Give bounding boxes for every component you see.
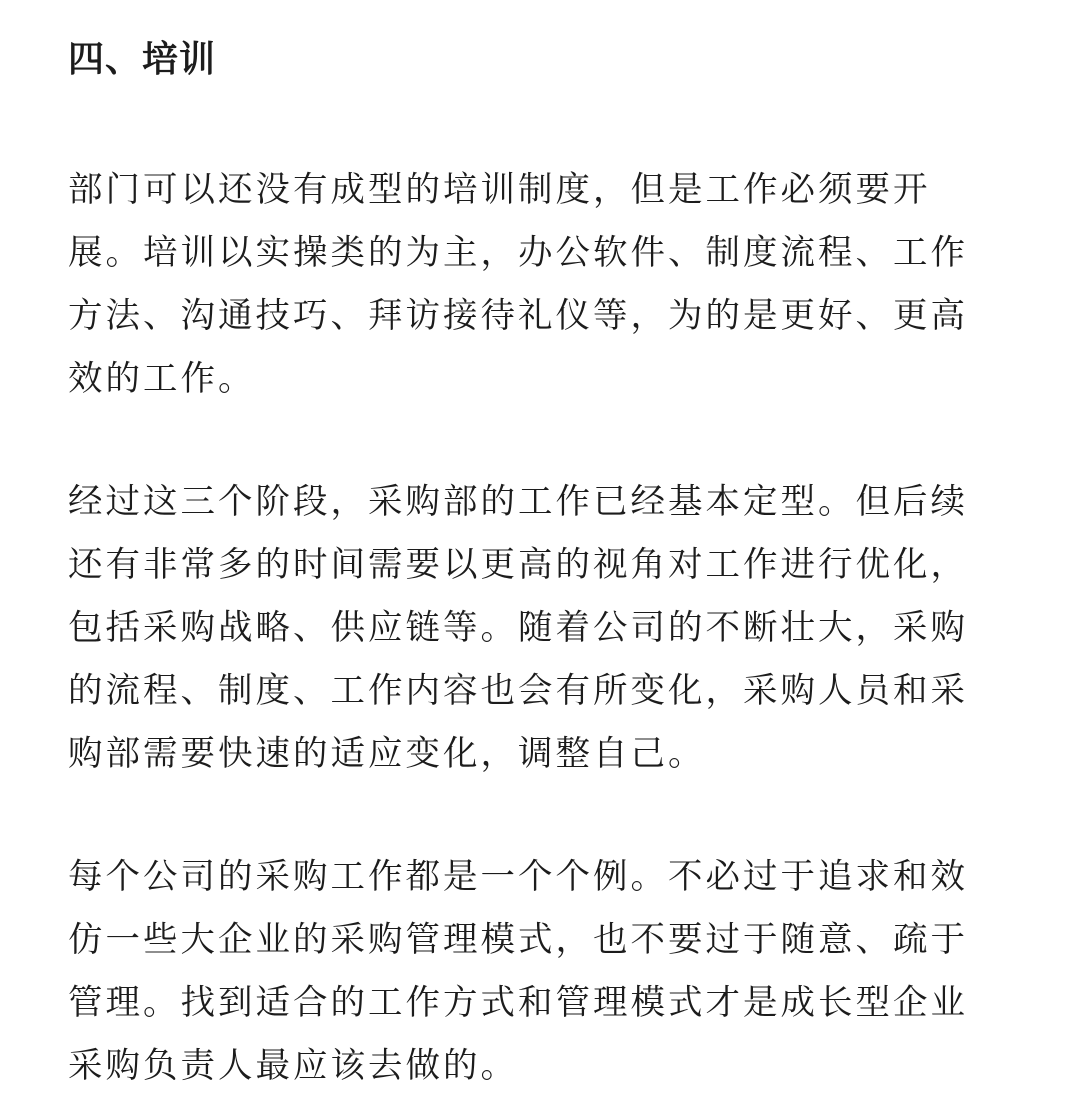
paragraph-line: 的流程、制度、工作内容也会有所变化，采购人员和采 xyxy=(68,671,968,711)
paragraph-line: 购部需要快速的适应变化，调整自己。 xyxy=(68,734,706,774)
paragraph-line: 方法、沟通技巧、拜访接待礼仪等，为的是更好、更高 xyxy=(68,296,968,336)
article-body xyxy=(68,0,1018,1098)
paragraph-line: 经过这三个阶段，采购部的工作已经基本定型。但后续 xyxy=(68,482,968,522)
section-heading: 四、培训 xyxy=(68,39,217,80)
paragraph-line: 采购负责人最应该去做的。 xyxy=(68,1046,518,1086)
paragraph-line: 部门可以还没有成型的培训制度，但是工作必须要开 xyxy=(68,170,931,210)
paragraph-training xyxy=(68,159,1018,411)
paragraph-line: 包括采购战略、供应链等。随着公司的不断壮大，采购 xyxy=(68,608,968,648)
paragraph-stages xyxy=(68,471,1018,786)
paragraph-line: 管理。找到适合的工作方式和管理模式才是成长型企业 xyxy=(68,983,968,1023)
paragraph-line: 效的工作。 xyxy=(68,359,256,399)
paragraph-line: 每个公司的采购工作都是一个个例。不必过于追求和效 xyxy=(68,857,968,897)
paragraph-line: 还有非常多的时间需要以更高的视角对工作进行优化， xyxy=(68,545,968,585)
paragraph-conclusion xyxy=(68,846,1018,1098)
paragraph-line: 展。培训以实操类的为主，办公软件、制度流程、工作 xyxy=(68,233,968,273)
paragraph-line: 仿一些大企业的采购管理模式，也不要过于随意、疏于 xyxy=(68,920,968,960)
